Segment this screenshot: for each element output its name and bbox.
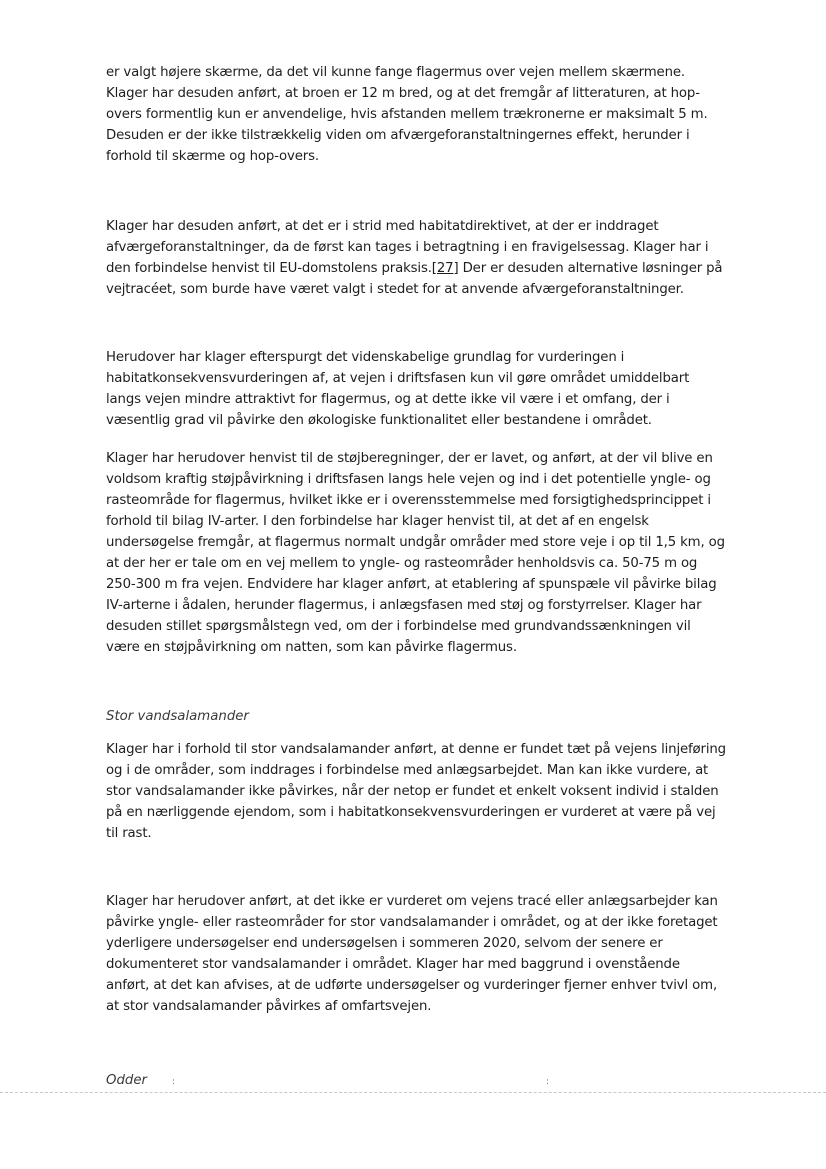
scan-mark: : (546, 1077, 550, 1087)
scan-mark: : (172, 1077, 176, 1087)
paragraph-text: Klager har desuden anført, at det er i strid med habitatdirektivet, at der er inddraget afværgeforanstaltninger, da de først kan tages i betragtning i en fravigelsessag. Klager har i den forbindelse henvist til EU-domstolens praksis. (106, 219, 709, 276)
paragraph-videnskabeligt-grundlag: Herudover har klager efterspurgt det videnskabelige grundlag for vurderingen i habitatkonsekvensvurderingen af, at vejen i driftsfasen kun vil gøre området umiddelbart langs vejen mindre attraktivt for flagermus, og at dette ikke vil være i et omfang, der i væsentlig grad vil påvirke den økologiske funktionalitet eller bestandene i området. (106, 350, 690, 428)
paragraph-stoejberegninger: Klager har herudover henvist til de støjberegninger, der er lavet, og anført, at der vil blive en voldsom kraftig støjpåvirkning i driftsfasen langs hele vejen og ind i det potentielle yngle- og rasteområde for flagermus, hvilket ikke er i overensstemmelse med forsigtighedsprincippet i forhold til bilag IV-arter. I den forbindelse har klager henvist til, at det af en engelsk undersøgelse fremgår, at flagermus normalt undgår områder med store veje i op til 1,5 km, og at der her er tale om en vej mellem to yngle- og rasteområder henholdsvis ca. 50-75 m og 250-300 m fra vejen. Endvidere har klager anført, at etablering af spunspæle vil påvirke bilag IV-arterne i ådalen, herunder flagermus, i anlægsfasen med støj og forstyrrelser. Klager har desuden stillet spørgsmålstegn ved, om der i forbindelse med grundvandssænkningen vil være en støjpåvirkning om natten, som kan påvirke flagermus. (106, 451, 725, 655)
paragraph-text: Der er desuden alternative løsninger på vejtracéet, som burde have været valgt i stedet for at anvende afværgeforanstaltninger. (106, 261, 723, 297)
paragraph-flagermus-skaerme: er valgt højere skærme, da det vil kunne fange flagermus over vejen mellem skærmene. Klager har desuden anført, at broen er 12 m bred, og at det fremgår af litteraturen, at hop-overs formentlig kun er anvendelige, hvis afstanden mellem trækronerne er maksimalt 5 m. Desuden er der ikke tilstrækkelig viden om afværgeforanstaltningernes effekt, herunder i forhold til skærme og hop-overs. (106, 65, 708, 164)
scan-artifact-line (0, 1092, 826, 1093)
paragraph-vandsalamander-undersoegelser: Klager har herudover anført, at det ikke er vurderet om vejens tracé eller anlægsarbejder kan påvirke yngle- eller rasteområder for stor vandsalamander i området, og at der ikke foretaget yderligere undersøgelser end undersøgelsen i sommeren 2020, selvom der senere er dokumenteret stor vandsalamander i området. Klager har med baggrund i ovenstående anført, at det kan afvises, at de udførte undersøgelser og vurderinger fjerner enhver tvivl om, at stor vandsalamander påvirkes af omfartsvejen. (106, 894, 718, 1014)
section-heading-odder: Odder (106, 1073, 147, 1088)
paragraph-vandsalamander-fund: Klager har i forhold til stor vandsalamander anført, at denne er fundet tæt på vejens linjeføring og i de områder, som inddrages i forbindelse med anlægsarbejdet. Man kan ikke vurdere, at stor vandsalamander ikke påvirkes, når der netop er fundet et enkelt voksent individ i stalden på en nærliggende ejendom, som i habitatkonsekvensvurderingen er vurderet at være på vej til rast. (106, 742, 726, 841)
paragraph-habitatdirektivet (106, 216, 726, 300)
footnote-link-27[interactable]: [27] (431, 261, 459, 276)
section-heading-stor-vandsalamander: Stor vandsalamander (106, 709, 249, 724)
